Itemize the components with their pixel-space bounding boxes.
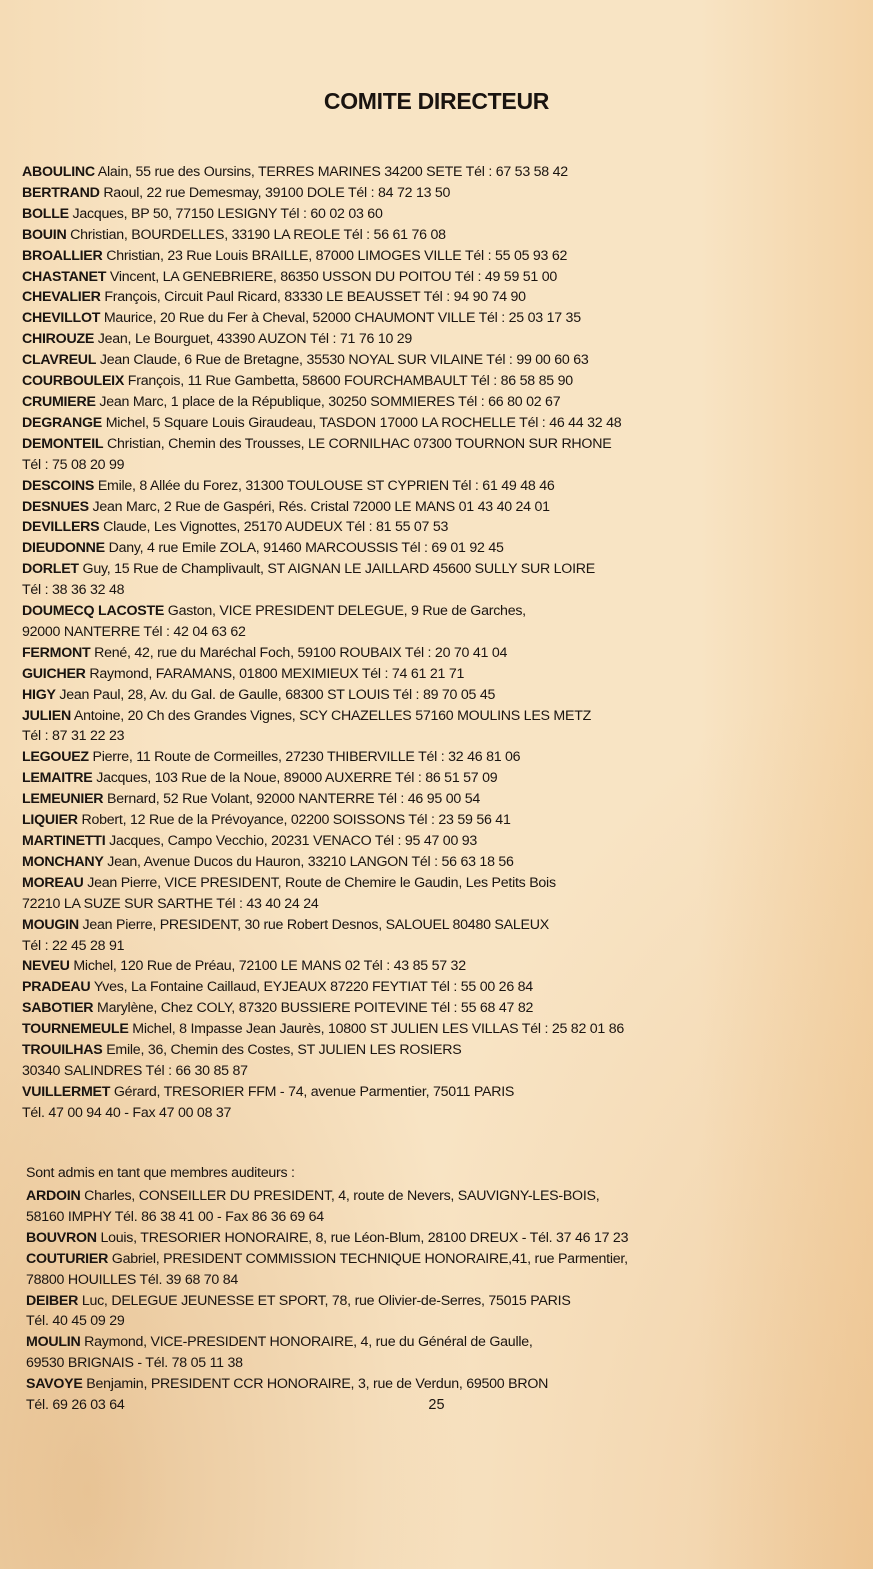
member-name: DEMONTEIL — [22, 435, 104, 452]
list-item — [22, 204, 782, 225]
list-item — [22, 998, 782, 1019]
list-item — [22, 852, 782, 873]
member-name: LEGOUEZ — [22, 749, 89, 766]
member-details: Michel, 5 Square Louis Giraudeau, TASDON 17000 LA ROCHELLE Tél : 46 44 32 48 — [105, 414, 622, 431]
member-name: LEMEUNIER — [22, 791, 104, 808]
member-details: Christian, 23 Rue Louis BRAILLE, 87000 LIMOGES VILLE Tél : 55 05 93 62 — [106, 247, 568, 264]
member-details: Luc, DELEGUE JEUNESSE ET SPORT, 78, rue Olivier-de-Serres, 75015 PARIS — [81, 1292, 571, 1309]
member-details: Emile, 36, Chemin des Costes, ST JULIEN LES ROSIERS — [106, 1042, 462, 1059]
list-item — [22, 517, 782, 538]
member-details: Alain, 55 rue des Oursins, TERRES MARINES 34200 SETE Tél : 67 53 58 42 — [97, 164, 568, 180]
list-item — [22, 810, 782, 831]
member-details-continued: 92000 NANTERRE Tél : 42 04 63 62 — [22, 623, 246, 640]
member-name: HIGY — [22, 686, 56, 703]
member-name: DEVILLERS — [22, 519, 100, 536]
member-details: Benjamin, PRESIDENT CCR HONORAIRE, 3, rue de Verdun, 69500 BRON — [86, 1376, 549, 1393]
member-details: Robert, 12 Rue de la Prévoyance, 02200 SOISSONS Tél : 23 59 56 41 — [81, 812, 511, 829]
member-details-continued: Tél : 87 31 22 23 — [22, 728, 125, 745]
member-details: Guy, 15 Rue de Champlivault, ST AIGNAN LE JAILLARD 45600 SULLY SUR LOIRE — [82, 561, 595, 578]
member-details: Jean, Avenue Ducos du Hauron, 33210 LANGON Tél : 56 63 18 56 — [107, 853, 514, 870]
member-name: FERMONT — [22, 644, 91, 661]
member-details: Maurice, 20 Rue du Fer à Cheval, 52000 CHAUMONT VILLE Tél : 25 03 17 35 — [103, 310, 581, 327]
list-item — [22, 956, 782, 977]
list-item — [22, 329, 782, 350]
member-details: Vincent, LA GENEBRIERE, 86350 USSON DU POITOU Tél : 49 59 51 00 — [109, 268, 558, 285]
member-name: CHIROUZE — [22, 331, 95, 348]
member-name: ARDOIN — [26, 1188, 81, 1204]
member-details: Raoul, 22 rue Demesmay, 39100 DOLE Tél : 84 72 13 50 — [103, 184, 451, 201]
member-details: Claude, Les Vignottes, 25170 AUDEUX Tél : 81 55 07 53 — [103, 519, 449, 536]
list-item — [22, 497, 782, 518]
member-details: Yves, La Fontaine Caillaud, EYJEAUX 87220 FEYTIAT Tél : 55 00 26 84 — [93, 979, 533, 996]
member-details: Raymond, VICE-PRESIDENT HONORAIRE, 4, rue du Général de Gaulle, — [84, 1334, 533, 1351]
member-details: Gabriel, PRESIDENT COMMISSION TECHNIQUE HONORAIRE,41, rue Parmentier, — [111, 1250, 628, 1267]
member-details: Dany, 4 rue Emile ZOLA, 91460 MARCOUSSIS Tél : 69 01 92 45 — [108, 540, 504, 557]
member-name: TOURNEMEULE — [22, 1021, 129, 1038]
member-details-continued: Tél. 40 45 09 29 — [26, 1313, 125, 1330]
member-name: DEIBER — [26, 1292, 79, 1309]
member-name: PRADEAU — [22, 979, 91, 996]
list-item — [22, 977, 782, 998]
member-name: NEVEU — [22, 958, 70, 975]
member-name: CHASTANET — [22, 268, 107, 285]
member-name: CHEVILLOT — [22, 310, 101, 327]
member-details: Christian, BOURDELLES, 33190 LA REOLE Tél : 56 61 76 08 — [70, 226, 446, 243]
member-details: Michel, 8 Impasse Jean Jaurès, 10800 ST JULIEN LES VILLAS Tél : 25 82 01 86 — [132, 1021, 625, 1038]
list-item — [26, 1228, 786, 1249]
member-details-continued: 69530 BRIGNAIS - Tél. 78 05 11 38 — [26, 1355, 243, 1372]
list-item — [22, 267, 782, 288]
list-item — [22, 392, 782, 413]
member-details-continued: Tél : 38 36 32 48 — [22, 582, 125, 599]
member-name: MOUGIN — [22, 916, 79, 933]
page-number: 25 — [428, 1397, 445, 1413]
member-name: MOREAU — [22, 874, 84, 891]
page-title: COMITE DIRECTEUR — [323, 88, 550, 114]
list-item — [22, 915, 782, 957]
list-item — [22, 768, 782, 789]
member-details: François, 11 Rue Gambetta, 58600 FOURCHAMBAULT Tél : 86 58 85 90 — [127, 373, 573, 390]
list-item — [26, 1249, 786, 1291]
member-details: Jean Pierre, VICE PRESIDENT, Route de Chemire le Gaudin, Les Petits Bois — [87, 874, 556, 891]
member-details-continued: Tél. 69 26 03 64 — [26, 1397, 125, 1414]
member-name: SABOTIER — [22, 1000, 94, 1017]
list-item — [22, 831, 782, 852]
auditors-intro: Sont admis en tant que membres auditeurs : — [26, 1165, 295, 1181]
member-details: Raymond, FARAMANS, 01800 MEXIMIEUX Tél : 74 61 21 71 — [89, 665, 465, 682]
list-item — [22, 1082, 782, 1124]
member-details: Emile, 8 Allée du Forez, 31300 TOULOUSE ST CYPRIEN Tél : 61 49 48 46 — [97, 477, 555, 494]
list-item — [22, 434, 782, 476]
member-name: DEGRANGE — [22, 414, 102, 431]
list-item — [22, 413, 782, 434]
member-details: Charles, CONSEILLER DU PRESIDENT, 4, route de Nevers, SAUVIGNY-LES-BOIS, — [84, 1188, 600, 1204]
member-details: Jacques, 103 Rue de la Noue, 89000 AUXERRE Tél : 86 51 57 09 — [96, 770, 498, 787]
member-details-continued: 30340 SALINDRES Tél : 66 30 85 87 — [22, 1062, 248, 1079]
list-item — [22, 308, 782, 329]
member-name: BOUVRON — [26, 1229, 97, 1246]
member-details-continued: 78800 HOUILLES Tél. 39 68 70 84 — [26, 1271, 239, 1288]
list-item — [22, 225, 782, 246]
member-name: JULIEN — [22, 707, 71, 724]
member-details: Jean, Le Bourguet, 43390 AUZON Tél : 71 76 10 29 — [97, 331, 413, 348]
member-name: COUTURIER — [26, 1250, 109, 1267]
list-item — [22, 1040, 782, 1082]
member-details-continued: Tél. 47 00 94 40 - Fax 47 00 08 37 — [22, 1104, 232, 1121]
member-name: COURBOULEIX — [22, 373, 125, 390]
member-details: Christian, Chemin des Trousses, LE CORNILHAC 07300 TOURNON SUR RHONE — [107, 435, 612, 452]
member-details: Pierre, 11 Route de Cormeilles, 27230 THIBERVILLE Tél : 32 46 81 06 — [92, 749, 521, 766]
list-item — [26, 1291, 786, 1333]
member-details: Jean Paul, 28, Av. du Gal. de Gaulle, 68300 ST LOUIS Tél : 89 70 05 45 — [59, 686, 496, 703]
member-details: René, 42, rue du Maréchal Foch, 59100 ROUBAIX Tél : 20 70 41 04 — [94, 644, 508, 661]
member-details: Jean Marc, 2 Rue de Gaspéri, Rés. Cristal 72000 LE MANS 01 43 40 24 01 — [92, 498, 550, 515]
list-item — [26, 1332, 786, 1374]
member-name: BROALLIER — [22, 247, 103, 264]
list-item — [22, 706, 782, 748]
member-name: SAVOYE — [26, 1376, 83, 1393]
member-details: Gérard, TRESORIER FFM - 74, avenue Parmentier, 75011 PARIS — [113, 1083, 515, 1100]
list-item — [22, 371, 782, 392]
member-name: MARTINETTI — [22, 833, 106, 849]
list-item — [22, 162, 782, 183]
member-details: François, Circuit Paul Ricard, 83330 LE BEAUSSET Tél : 94 90 74 90 — [104, 289, 526, 306]
member-details-continued: Tél : 22 45 28 91 — [22, 937, 125, 954]
member-name: CLAVREUL — [22, 352, 97, 369]
member-name: TROUILHAS — [22, 1042, 103, 1059]
member-details: Jacques, BP 50, 77150 LESIGNY Tél : 60 02 03 60 — [72, 205, 383, 222]
member-name: DORLET — [22, 561, 79, 578]
member-name: DESNUES — [22, 498, 89, 515]
list-item — [22, 287, 782, 308]
list-item — [22, 747, 782, 768]
member-name: BOLLE — [22, 205, 69, 222]
list-item — [22, 559, 782, 601]
list-item — [22, 538, 782, 559]
list-item — [22, 246, 782, 267]
member-details: Bernard, 52 Rue Volant, 92000 NANTERRE Tél : 46 95 00 54 — [107, 791, 480, 808]
list-item — [22, 643, 782, 664]
member-name: DOUMECQ LACOSTE — [22, 603, 165, 620]
member-name: VUILLERMET — [22, 1083, 111, 1100]
member-name: CHEVALIER — [22, 289, 101, 306]
member-name: GUICHER — [22, 665, 86, 682]
member-name: ABOULINC — [22, 164, 95, 180]
member-name: DESCOINS — [22, 477, 95, 494]
member-details: Michel, 120 Rue de Préau, 72100 LE MANS 02 Tél : 43 85 57 32 — [73, 958, 466, 975]
member-details: Jean Pierre, PRESIDENT, 30 rue Robert Desnos, SALOUEL 80480 SALEUX — [82, 916, 549, 933]
member-details: Jean Claude, 6 Rue de Bretagne, 35530 NOYAL SUR VILAINE Tél : 99 00 60 63 — [99, 352, 589, 369]
list-item — [22, 601, 782, 643]
list-item — [22, 183, 782, 204]
list-item — [26, 1186, 786, 1228]
list-item — [22, 789, 782, 810]
member-details-continued: 72210 LA SUZE SUR SARTHE Tél : 43 40 24 24 — [22, 895, 319, 912]
auditor-member-list — [26, 1186, 786, 1416]
member-details: Antoine, 20 Ch des Grandes Vignes, SCY CHAZELLES 57160 MOULINS LES METZ — [73, 707, 592, 724]
member-name: LEMAITRE — [22, 770, 93, 787]
member-details: Jean Marc, 1 place de la République, 30250 SOMMIERES Tél : 66 80 02 67 — [99, 393, 561, 410]
member-details: Gaston, VICE PRESIDENT DELEGUE, 9 Rue de Garches, — [167, 603, 526, 620]
list-item — [22, 476, 782, 497]
member-name: CRUMIERE — [22, 393, 96, 410]
member-name: LIQUIER — [22, 812, 78, 829]
member-name: MOULIN — [26, 1334, 81, 1351]
list-item — [22, 685, 782, 706]
member-name: BOUIN — [22, 226, 67, 243]
list-item — [22, 873, 782, 915]
member-details: Jacques, Campo Vecchio, 20231 VENACO Tél : 95 47 00 93 — [109, 833, 478, 849]
list-item — [22, 664, 782, 685]
member-name: DIEUDONNE — [22, 540, 105, 557]
list-item — [22, 350, 782, 371]
member-name: BERTRAND — [22, 184, 100, 201]
member-details: Louis, TRESORIER HONORAIRE, 8, rue Léon-Blum, 28100 DREUX - Tél. 37 46 17 23 — [100, 1229, 629, 1246]
member-details: Marylène, Chez COLY, 87320 BUSSIERE POITEVINE Tél : 55 68 47 82 — [97, 1000, 534, 1017]
member-details-continued: Tél : 75 08 20 99 — [22, 456, 125, 473]
member-details-continued: 58160 IMPHY Tél. 86 38 41 00 - Fax 86 36 69 64 — [26, 1208, 324, 1225]
member-name: MONCHANY — [22, 853, 104, 870]
committee-member-list — [22, 162, 782, 1124]
list-item — [22, 1019, 782, 1040]
